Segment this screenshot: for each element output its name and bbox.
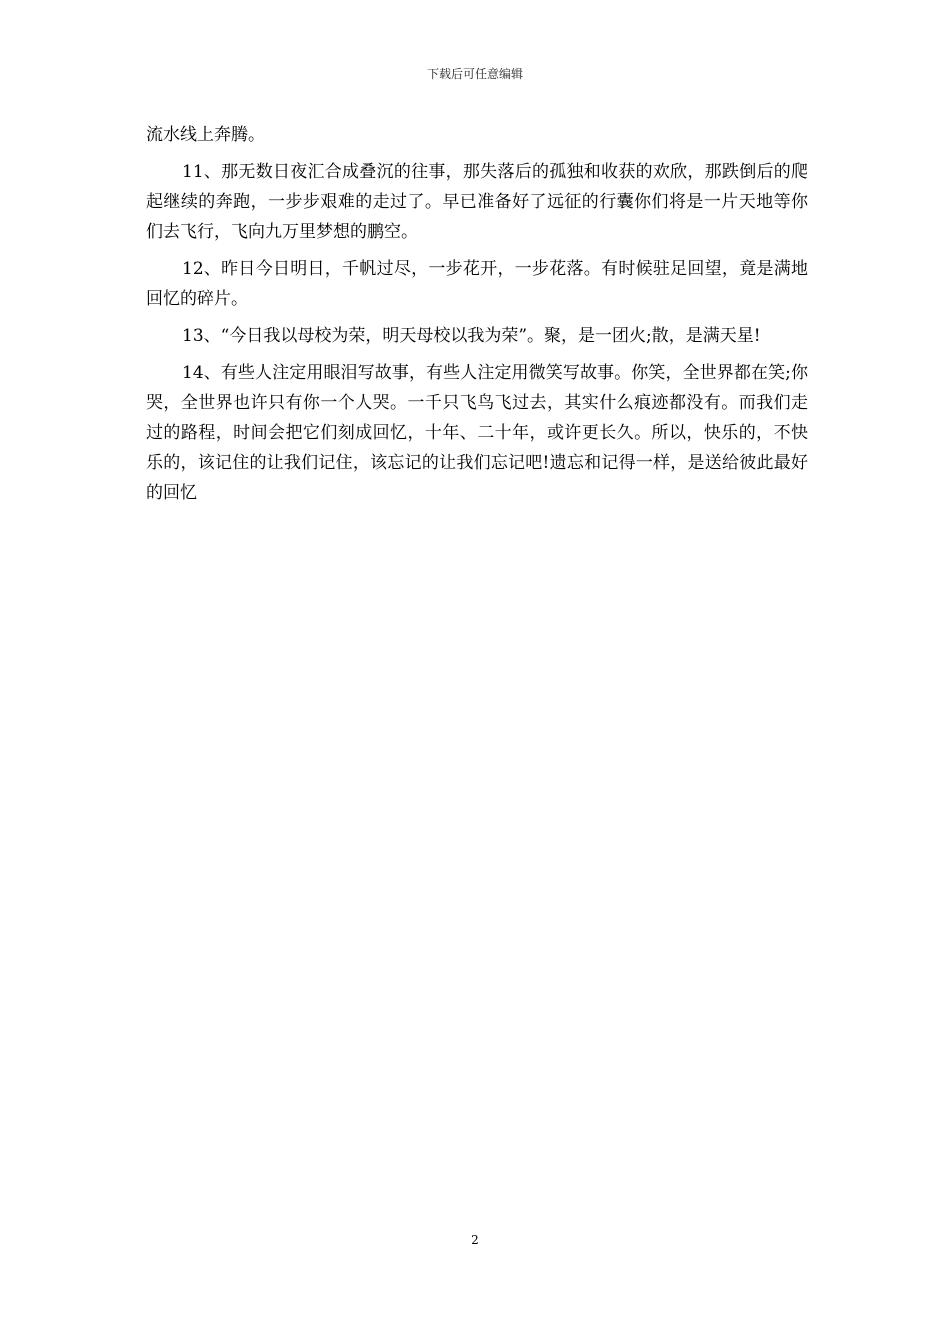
page-number: 2 (471, 1233, 479, 1247)
paragraph-item-14: 14、有些人注定用眼泪写故事，有些人注定用微笑写故事。你笑，全世界都在笑;你哭，全世界也许只有你一个人哭。一千只飞鸟飞过去，其实什么痕迹都没有。而我们走过的路程，时间会把它们刻成回忆，十年、二十年，或许更长久。所以，快乐的，不快乐的，该记住的让我们记住，该忘记的让我们忘记吧!遗忘和记得一样，是送给彼此最好的回忆 (146, 363, 808, 503)
paragraph-continuation: 流水线上奔腾。 (146, 125, 265, 145)
paragraph-item-13: 13、“今日我以母校为荣，明天母校以我为荣”。聚，是一团火;散，是满天星! (182, 326, 761, 346)
page-header: 下载后可任意编辑 (426, 67, 523, 81)
paragraph-item-11: 11、那无数日夜汇合成叠沉的往事，那失落后的孤独和收获的欢欣，那跌倒后的爬起继续的奔跑，一步步艰难的走过了。早已准备好了远征的行囊你们将是一片天地等你们去飞行，飞向九万里梦想的鹏空。 (146, 162, 808, 242)
paragraph-item-12: 12、昨日今日明日，千帆过尽，一步花开，一步花落。有时候驻足回望，竟是满地回忆的碎片。 (146, 259, 808, 309)
document-body (146, 120, 808, 515)
